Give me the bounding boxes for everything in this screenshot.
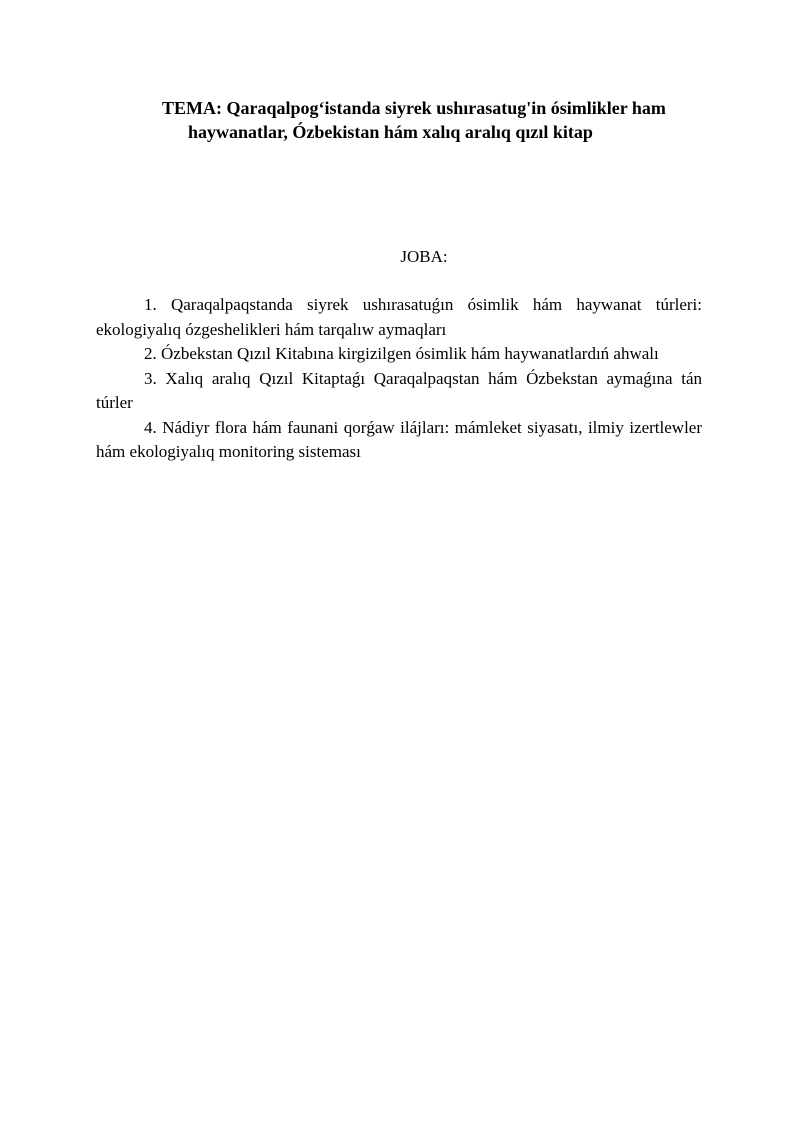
title-line-1: TEMA: Qaraqalpog‘istanda siyrek ushırasatug'in ósimlikler ham <box>162 98 666 118</box>
plan-heading: JOBA: <box>400 247 448 266</box>
plan-item-4: 4. Nádiyr flora hám faunani qorǵaw ilájları: mámleket siyasatı, ilmiy izertlewler hám ekologiyalıq monitoring sisteması <box>96 417 702 461</box>
document-title <box>96 96 704 144</box>
plan-item-1: 1. Qaraqalpaqstanda siyrek ushırasatuǵın ósimlik hám haywanat túrleri: ekologiyalıq ózgeshelikleri hám tarqalıw aymaqları <box>96 295 702 339</box>
plan-item-2: 2. Ózbekstan Qızıl Kitabına kirgizilgen ósimlik hám haywanatlardıń ahwalı <box>144 344 659 363</box>
plan-item-3: 3. Xalıq aralıq Qızıl Kitaptaǵı Qaraqalpaqstan hám Ózbekstan aymaǵına tán túrler <box>96 368 702 412</box>
plan-list <box>96 293 702 465</box>
title-line-2: haywanatlar, Ózbekistan hám xalıq aralıq qızıl kitap <box>188 122 593 142</box>
